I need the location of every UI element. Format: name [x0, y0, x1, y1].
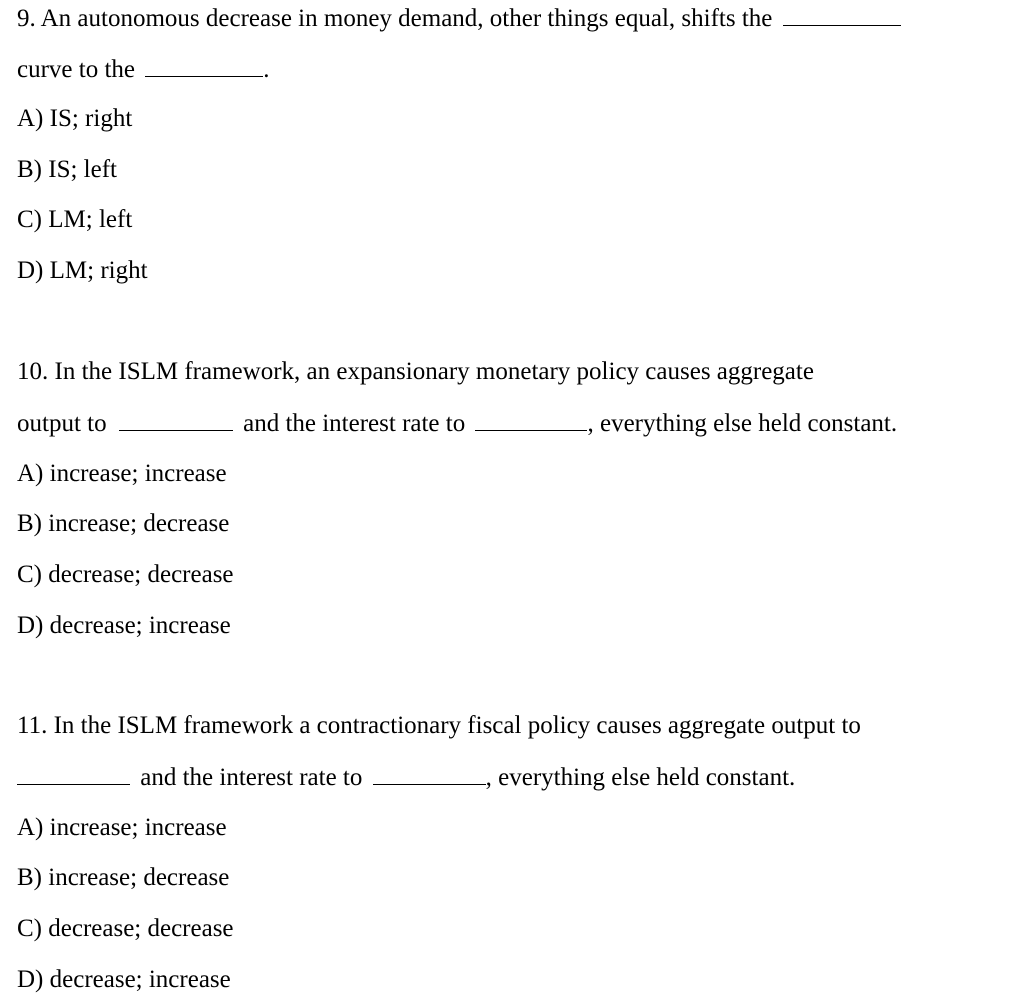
question-10-option-d: D) decrease; increase	[17, 612, 231, 639]
answer-blank	[475, 408, 587, 431]
question-10-stem-line-1: 10. In the ISLM framework, an expansionary monetary policy causes aggregate	[17, 358, 814, 385]
question-10-stem-text-2: output to	[17, 410, 107, 437]
question-10-stem-line-2	[17, 408, 897, 438]
answer-blank	[17, 762, 130, 785]
question-10-option-a: A) increase; increase	[17, 460, 227, 487]
question-9-stem-line-1	[17, 3, 901, 33]
question-10-option-b: B) increase; decrease	[17, 510, 230, 537]
question-10-option-c: C) decrease; decrease	[17, 561, 234, 588]
answer-blank	[145, 54, 263, 77]
question-11-stem-line-1: 11. In the ISLM framework a contractionary fiscal policy causes aggregate output to	[17, 712, 861, 739]
question-9-stem-text-2: curve to the	[17, 56, 136, 83]
question-9-option-c: C) LM; left	[17, 206, 133, 233]
question-10-stem-end: , everything else held constant.	[587, 410, 898, 437]
question-9-stem-end: .	[263, 56, 270, 83]
answer-blank	[373, 762, 486, 785]
question-11-stem-line-2	[17, 762, 795, 792]
question-11-option-d: D) decrease; increase	[17, 966, 231, 993]
answer-blank	[783, 3, 901, 26]
question-11-stem-mid: and the interest rate to	[140, 764, 363, 791]
question-11-option-c: C) decrease; decrease	[17, 915, 234, 942]
question-11-stem-end: , everything else held constant.	[485, 764, 796, 791]
question-11-option-b: B) increase; decrease	[17, 864, 230, 891]
question-9-stem-line-2	[17, 54, 270, 84]
question-9-option-a: A) IS; right	[17, 105, 133, 132]
question-10-stem-mid: and the interest rate to	[243, 410, 466, 437]
question-11-option-a: A) increase; increase	[17, 814, 227, 841]
question-9-option-b: B) IS; left	[17, 156, 117, 183]
question-9-stem-text: 9. An autonomous decrease in money demand, other things equal, shifts the	[17, 5, 773, 32]
answer-blank	[119, 408, 233, 431]
question-9-option-d: D) LM; right	[17, 257, 148, 284]
